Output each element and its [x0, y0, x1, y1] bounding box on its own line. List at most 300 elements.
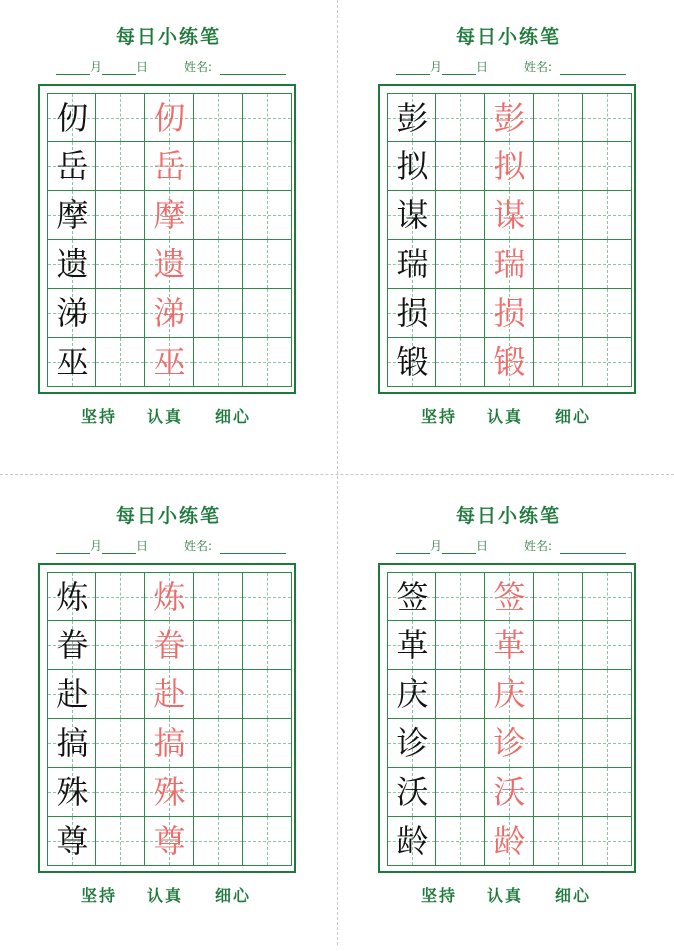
- grid-cell[interactable]: [47, 817, 96, 866]
- model-character: 谋: [396, 196, 429, 234]
- grid-cell[interactable]: [583, 191, 632, 240]
- grid-cell[interactable]: [47, 289, 96, 338]
- model-character: 眷: [56, 626, 89, 664]
- motto-word: 认真: [487, 407, 524, 426]
- grid-cell[interactable]: [243, 817, 292, 866]
- grid-cell[interactable]: [485, 338, 534, 387]
- motto-word: 认真: [487, 886, 524, 905]
- grid-cell[interactable]: [96, 191, 145, 240]
- guide-line-vertical: [218, 573, 219, 620]
- grid-cell[interactable]: [243, 93, 292, 142]
- guide-line-vertical: [558, 289, 559, 337]
- grid-cell[interactable]: [243, 719, 292, 768]
- sheet-title: 每日小练笔: [455, 26, 561, 48]
- grid-cell[interactable]: [145, 621, 194, 670]
- trace-character: 瑞: [493, 245, 526, 283]
- grid-cell[interactable]: [47, 240, 96, 289]
- trace-character: 巫: [153, 343, 186, 381]
- guide-line-vertical: [607, 94, 608, 141]
- grid-cell[interactable]: [583, 142, 632, 191]
- grid-cell[interactable]: [145, 338, 194, 387]
- guide-line-vertical: [607, 142, 608, 190]
- grid-cell[interactable]: [436, 719, 485, 768]
- month-label: 月: [90, 539, 103, 553]
- grid-cell[interactable]: [534, 670, 583, 719]
- grid-cell[interactable]: [436, 768, 485, 817]
- grid-cell[interactable]: [96, 93, 145, 142]
- grid-cell[interactable]: [583, 572, 632, 621]
- model-character: 遗: [56, 245, 89, 283]
- grid-cell[interactable]: [243, 338, 292, 387]
- grid-cell[interactable]: [145, 240, 194, 289]
- guide-line-vertical: [558, 719, 559, 767]
- trace-character: 遗: [153, 245, 186, 283]
- grid-cell[interactable]: [583, 289, 632, 338]
- trace-character: 彭: [493, 99, 526, 137]
- grid-cell[interactable]: [194, 817, 243, 866]
- guide-line-vertical: [558, 142, 559, 190]
- sheet-title: 每日小练笔: [115, 505, 221, 527]
- grid-cell[interactable]: [47, 338, 96, 387]
- guide-line-vertical: [267, 817, 268, 865]
- grid-cell[interactable]: [194, 719, 243, 768]
- grid-cell[interactable]: [194, 338, 243, 387]
- trace-character: 涕: [153, 294, 186, 332]
- grid-cell[interactable]: [583, 817, 632, 866]
- grid-cell[interactable]: [145, 93, 194, 142]
- grid-cell[interactable]: [583, 338, 632, 387]
- grid-cell[interactable]: [387, 338, 436, 387]
- grid-cell[interactable]: [194, 240, 243, 289]
- horizontal-cut-line: [0, 474, 674, 475]
- grid-cell[interactable]: [47, 93, 96, 142]
- guide-line-vertical: [460, 768, 461, 816]
- guide-line-vertical: [267, 621, 268, 669]
- grid-cell[interactable]: [534, 817, 583, 866]
- guide-line-vertical: [120, 338, 121, 386]
- model-character: 瑞: [396, 245, 429, 283]
- grid-cell[interactable]: [436, 289, 485, 338]
- guide-line-vertical: [558, 191, 559, 239]
- practice-sheet: [340, 0, 674, 472]
- guide-line-vertical: [120, 817, 121, 865]
- guide-line-vertical: [267, 573, 268, 620]
- motto-word: 认真: [147, 886, 184, 905]
- grid-cell[interactable]: [145, 768, 194, 817]
- trace-character: 岳: [153, 147, 186, 185]
- grid-cell[interactable]: [534, 142, 583, 191]
- day-blank[interactable]: [102, 62, 136, 75]
- day-blank[interactable]: [102, 541, 136, 554]
- day-label: 日: [136, 60, 149, 74]
- grid-cell[interactable]: [194, 670, 243, 719]
- grid-cell[interactable]: [387, 817, 436, 866]
- grid-cell[interactable]: [485, 817, 534, 866]
- tianzige-grid-frame: [378, 84, 636, 394]
- grid-cell[interactable]: [583, 670, 632, 719]
- grid-cell[interactable]: [387, 670, 436, 719]
- day-label: 日: [476, 539, 489, 553]
- guide-line-vertical: [218, 817, 219, 865]
- guide-line-vertical: [267, 142, 268, 190]
- grid-cell[interactable]: [436, 572, 485, 621]
- guide-line-vertical: [120, 670, 121, 718]
- grid-cell[interactable]: [485, 142, 534, 191]
- model-character: 彭: [396, 99, 429, 137]
- motto-word: 坚持: [81, 886, 118, 905]
- grid-cell[interactable]: [485, 719, 534, 768]
- trace-character: 殊: [153, 773, 186, 811]
- grid-cell[interactable]: [387, 240, 436, 289]
- guide-line-vertical: [558, 670, 559, 718]
- grid-cell[interactable]: [534, 572, 583, 621]
- guide-line-vertical: [120, 289, 121, 337]
- sheet-title: 每日小练笔: [115, 26, 221, 48]
- grid-cell[interactable]: [96, 572, 145, 621]
- name-label: 姓名:: [184, 60, 213, 74]
- guide-line-vertical: [558, 621, 559, 669]
- model-character: 锻: [396, 343, 429, 381]
- trace-character: 摩: [153, 196, 186, 234]
- grid-cell[interactable]: [96, 621, 145, 670]
- guide-line-vertical: [267, 768, 268, 816]
- tianzige-grid: [47, 572, 291, 866]
- date-name-row: [56, 537, 286, 555]
- motto-word: 细心: [555, 407, 592, 426]
- grid-cell[interactable]: [47, 670, 96, 719]
- guide-line-vertical: [607, 573, 608, 620]
- grid-cell[interactable]: [96, 817, 145, 866]
- guide-line-vertical: [218, 621, 219, 669]
- grid-cell[interactable]: [47, 719, 96, 768]
- grid-cell[interactable]: [485, 240, 534, 289]
- name-label: 姓名:: [524, 60, 553, 74]
- guide-line-vertical: [607, 191, 608, 239]
- grid-cell[interactable]: [194, 142, 243, 191]
- model-character: 签: [396, 578, 429, 616]
- grid-cell[interactable]: [534, 719, 583, 768]
- guide-line-vertical: [120, 240, 121, 288]
- month-label: 月: [430, 60, 443, 74]
- grid-cell[interactable]: [436, 93, 485, 142]
- model-character: 损: [396, 294, 429, 332]
- guide-line-vertical: [607, 621, 608, 669]
- grid-cell[interactable]: [436, 191, 485, 240]
- grid-cell[interactable]: [96, 142, 145, 191]
- grid-cell[interactable]: [534, 621, 583, 670]
- model-character: 庆: [396, 675, 429, 713]
- model-character: 炼: [56, 578, 89, 616]
- motto-word: 细心: [215, 886, 252, 905]
- grid-cell[interactable]: [534, 240, 583, 289]
- day-blank[interactable]: [442, 62, 476, 75]
- guide-line-vertical: [120, 191, 121, 239]
- grid-cell[interactable]: [387, 93, 436, 142]
- motto-row: [340, 404, 674, 426]
- motto-word: 坚持: [81, 407, 118, 426]
- guide-line-vertical: [218, 670, 219, 718]
- grid-cell[interactable]: [485, 572, 534, 621]
- name-blank[interactable]: [560, 541, 626, 554]
- grid-cell[interactable]: [96, 240, 145, 289]
- model-character: 诊: [396, 724, 429, 762]
- month-blank[interactable]: [56, 62, 90, 75]
- guide-line-vertical: [218, 338, 219, 386]
- model-character: 摩: [56, 196, 89, 234]
- grid-cell[interactable]: [194, 93, 243, 142]
- grid-cell[interactable]: [96, 338, 145, 387]
- grid-cell[interactable]: [145, 817, 194, 866]
- grid-cell[interactable]: [436, 240, 485, 289]
- guide-line-vertical: [120, 142, 121, 190]
- grid-cell[interactable]: [534, 338, 583, 387]
- grid-cell[interactable]: [436, 817, 485, 866]
- motto-word: 细心: [215, 407, 252, 426]
- grid-cell[interactable]: [145, 719, 194, 768]
- model-character: 殊: [56, 773, 89, 811]
- trace-character: 搞: [153, 724, 186, 762]
- model-character: 龄: [396, 822, 429, 860]
- motto-word: 细心: [555, 886, 592, 905]
- grid-cell[interactable]: [47, 621, 96, 670]
- guide-line-vertical: [267, 240, 268, 288]
- grid-cell[interactable]: [436, 621, 485, 670]
- grid-cell[interactable]: [243, 240, 292, 289]
- grid-cell[interactable]: [583, 240, 632, 289]
- grid-cell[interactable]: [387, 191, 436, 240]
- month-blank[interactable]: [56, 541, 90, 554]
- trace-character: 沃: [493, 773, 526, 811]
- guide-line-vertical: [558, 817, 559, 865]
- date-name-row: [396, 537, 626, 555]
- grid-cell[interactable]: [485, 670, 534, 719]
- model-character: 搞: [56, 724, 89, 762]
- trace-character: 损: [493, 294, 526, 332]
- tianzige-grid-frame: [38, 563, 296, 873]
- tianzige-grid-frame: [378, 563, 636, 873]
- guide-line-vertical: [218, 191, 219, 239]
- guide-line-vertical: [120, 621, 121, 669]
- model-character: 尊: [56, 822, 89, 860]
- practice-sheet: [0, 0, 337, 472]
- model-character: 拟: [396, 147, 429, 185]
- name-label: 姓名:: [184, 539, 213, 553]
- guide-line-vertical: [558, 573, 559, 620]
- model-character: 革: [396, 626, 429, 664]
- guide-line-vertical: [607, 289, 608, 337]
- trace-character: 尊: [153, 822, 186, 860]
- grid-cell[interactable]: [194, 621, 243, 670]
- grid-cell[interactable]: [47, 768, 96, 817]
- grid-cell[interactable]: [194, 191, 243, 240]
- guide-line-vertical: [267, 719, 268, 767]
- grid-cell[interactable]: [243, 572, 292, 621]
- day-label: 日: [476, 60, 489, 74]
- month-label: 月: [90, 60, 103, 74]
- trace-character: 仞: [153, 99, 186, 137]
- guide-line-vertical: [607, 719, 608, 767]
- name-blank[interactable]: [560, 62, 626, 75]
- trace-character: 赴: [153, 675, 186, 713]
- motto-row: [340, 883, 674, 905]
- grid-cell[interactable]: [243, 621, 292, 670]
- grid-cell[interactable]: [145, 670, 194, 719]
- month-label: 月: [430, 539, 443, 553]
- tianzige-grid-frame: [38, 84, 296, 394]
- grid-cell[interactable]: [243, 289, 292, 338]
- guide-line-vertical: [607, 338, 608, 386]
- grid-cell[interactable]: [534, 191, 583, 240]
- guide-line-vertical: [607, 670, 608, 718]
- trace-character: 炼: [153, 578, 186, 616]
- grid-cell[interactable]: [485, 191, 534, 240]
- grid-cell[interactable]: [194, 768, 243, 817]
- name-blank[interactable]: [220, 541, 286, 554]
- guide-line-vertical: [460, 621, 461, 669]
- grid-cell[interactable]: [387, 621, 436, 670]
- grid-cell[interactable]: [387, 142, 436, 191]
- grid-cell[interactable]: [243, 142, 292, 191]
- guide-line-vertical: [218, 719, 219, 767]
- guide-line-vertical: [607, 240, 608, 288]
- guide-line-vertical: [460, 719, 461, 767]
- guide-line-vertical: [218, 94, 219, 141]
- model-character: 沃: [396, 773, 429, 811]
- month-blank[interactable]: [396, 541, 430, 554]
- grid-cell[interactable]: [387, 572, 436, 621]
- grid-cell[interactable]: [583, 768, 632, 817]
- grid-cell[interactable]: [485, 289, 534, 338]
- day-blank[interactable]: [442, 541, 476, 554]
- guide-line-vertical: [607, 768, 608, 816]
- trace-character: 拟: [493, 147, 526, 185]
- grid-cell[interactable]: [387, 719, 436, 768]
- grid-cell[interactable]: [387, 289, 436, 338]
- practice-sheet: [0, 479, 337, 951]
- grid-cell[interactable]: [96, 768, 145, 817]
- guide-line-vertical: [120, 573, 121, 620]
- grid-cell[interactable]: [194, 572, 243, 621]
- tianzige-grid: [387, 572, 631, 866]
- day-label: 日: [136, 539, 149, 553]
- grid-cell[interactable]: [387, 768, 436, 817]
- grid-cell[interactable]: [243, 768, 292, 817]
- tianzige-grid: [47, 93, 291, 387]
- trace-character: 龄: [493, 822, 526, 860]
- grid-cell[interactable]: [583, 621, 632, 670]
- motto-word: 认真: [147, 407, 184, 426]
- trace-character: 革: [493, 626, 526, 664]
- grid-cell[interactable]: [96, 289, 145, 338]
- guide-line-vertical: [460, 289, 461, 337]
- grid-cell[interactable]: [145, 572, 194, 621]
- guide-line-vertical: [607, 817, 608, 865]
- guide-line-vertical: [120, 719, 121, 767]
- grid-cell[interactable]: [243, 191, 292, 240]
- grid-cell[interactable]: [436, 670, 485, 719]
- guide-line-vertical: [460, 338, 461, 386]
- grid-cell[interactable]: [485, 93, 534, 142]
- trace-character: 锻: [493, 343, 526, 381]
- guide-line-vertical: [460, 817, 461, 865]
- model-character: 巫: [56, 343, 89, 381]
- trace-character: 眷: [153, 626, 186, 664]
- grid-cell[interactable]: [534, 289, 583, 338]
- guide-line-vertical: [558, 94, 559, 141]
- guide-line-vertical: [558, 768, 559, 816]
- grid-cell[interactable]: [96, 719, 145, 768]
- motto-row: [0, 883, 337, 905]
- model-character: 岳: [56, 147, 89, 185]
- motto-word: 坚持: [421, 407, 458, 426]
- grid-cell[interactable]: [534, 93, 583, 142]
- guide-line-vertical: [460, 670, 461, 718]
- guide-line-vertical: [218, 240, 219, 288]
- grid-cell[interactable]: [583, 719, 632, 768]
- grid-cell[interactable]: [194, 289, 243, 338]
- guide-line-vertical: [120, 94, 121, 141]
- date-name-row: [56, 58, 286, 76]
- trace-character: 签: [493, 578, 526, 616]
- grid-cell[interactable]: [534, 768, 583, 817]
- trace-character: 诊: [493, 724, 526, 762]
- date-name-row: [396, 58, 626, 76]
- motto-word: 坚持: [421, 886, 458, 905]
- model-character: 涕: [56, 294, 89, 332]
- model-character: 赴: [56, 675, 89, 713]
- guide-line-vertical: [120, 768, 121, 816]
- grid-cell[interactable]: [145, 289, 194, 338]
- grid-cell[interactable]: [47, 572, 96, 621]
- grid-cell[interactable]: [145, 191, 194, 240]
- guide-line-vertical: [460, 240, 461, 288]
- grid-cell[interactable]: [47, 191, 96, 240]
- guide-line-vertical: [558, 240, 559, 288]
- guide-line-vertical: [460, 191, 461, 239]
- guide-line-vertical: [460, 573, 461, 620]
- grid-cell[interactable]: [485, 768, 534, 817]
- grid-cell[interactable]: [583, 93, 632, 142]
- guide-line-vertical: [218, 768, 219, 816]
- guide-line-vertical: [267, 670, 268, 718]
- name-blank[interactable]: [220, 62, 286, 75]
- grid-cell[interactable]: [485, 621, 534, 670]
- guide-line-vertical: [218, 142, 219, 190]
- guide-line-vertical: [460, 142, 461, 190]
- grid-cell[interactable]: [145, 142, 194, 191]
- trace-character: 谋: [493, 196, 526, 234]
- guide-line-vertical: [267, 338, 268, 386]
- grid-cell[interactable]: [47, 142, 96, 191]
- name-label: 姓名:: [524, 539, 553, 553]
- vertical-cut-line: [337, 0, 338, 945]
- guide-line-vertical: [267, 94, 268, 141]
- grid-cell[interactable]: [436, 142, 485, 191]
- grid-cell[interactable]: [243, 670, 292, 719]
- tianzige-grid: [387, 93, 631, 387]
- guide-line-vertical: [267, 289, 268, 337]
- practice-sheet: [340, 479, 674, 951]
- grid-cell[interactable]: [96, 670, 145, 719]
- grid-cell[interactable]: [436, 338, 485, 387]
- trace-character: 庆: [493, 675, 526, 713]
- guide-line-vertical: [218, 289, 219, 337]
- sheet-title: 每日小练笔: [455, 505, 561, 527]
- guide-line-vertical: [558, 338, 559, 386]
- guide-line-vertical: [460, 94, 461, 141]
- guide-line-vertical: [267, 191, 268, 239]
- month-blank[interactable]: [396, 62, 430, 75]
